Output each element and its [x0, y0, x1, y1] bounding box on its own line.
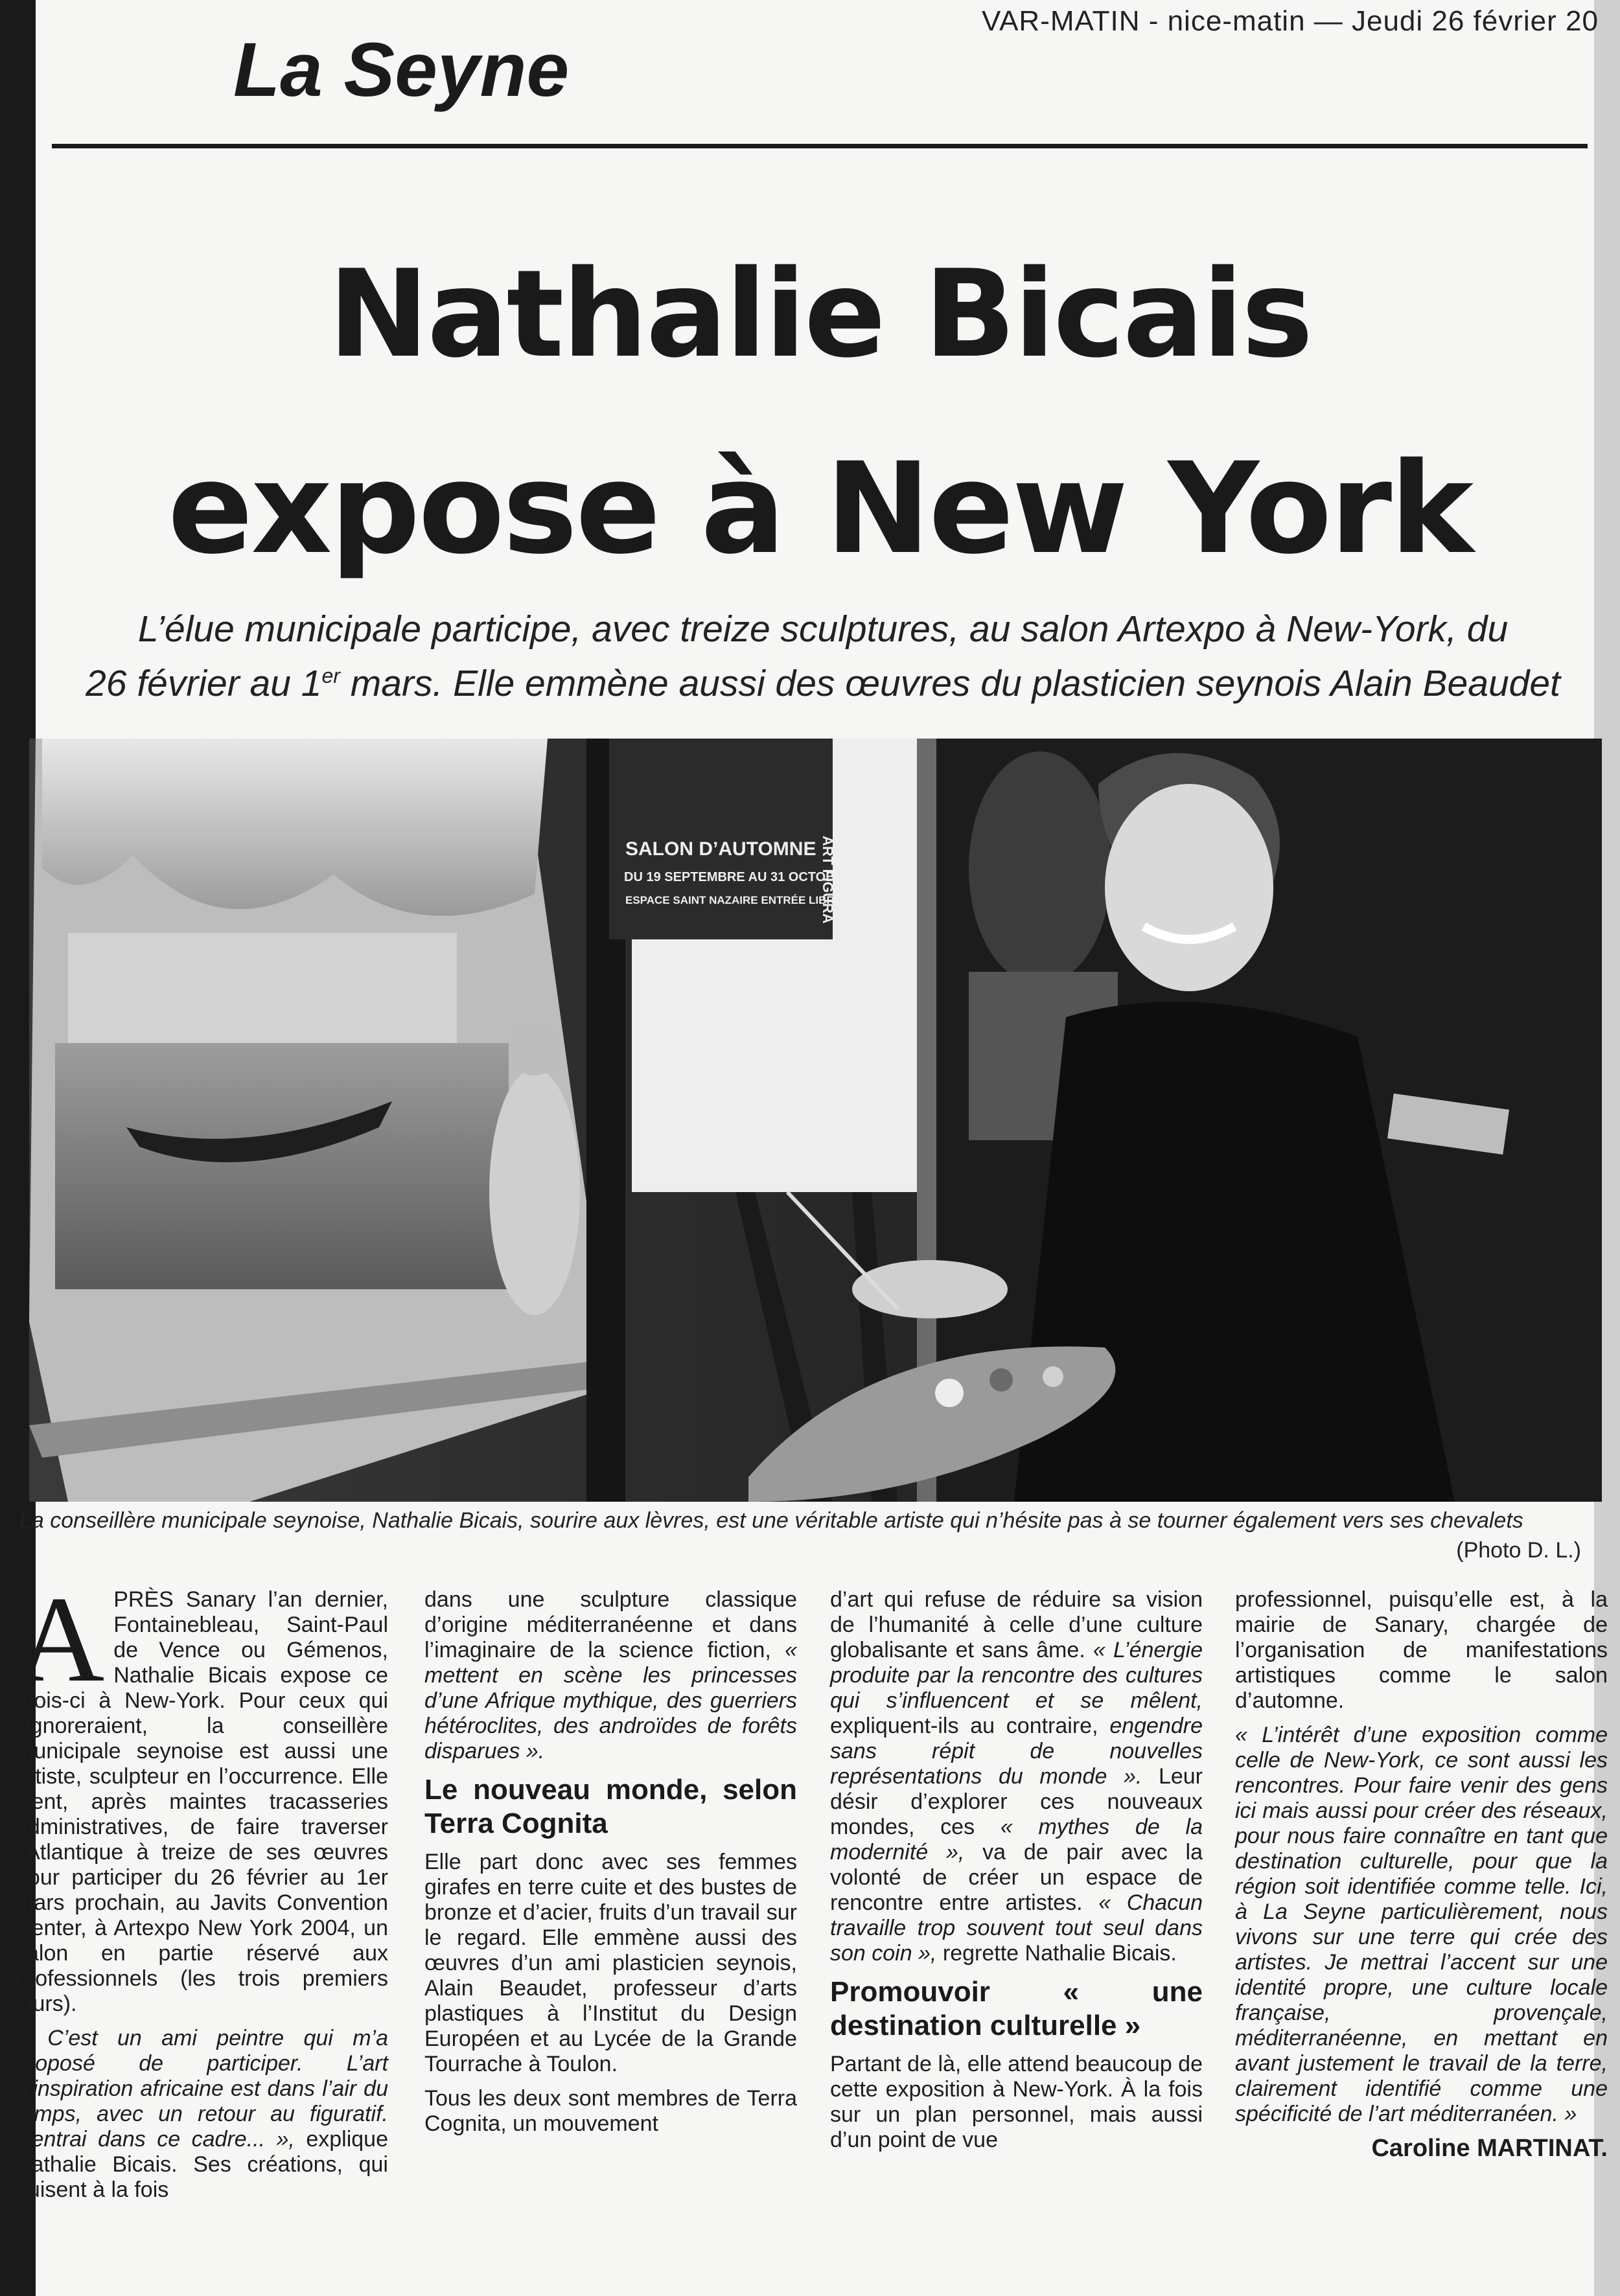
article-column-3 [830, 1587, 1203, 2162]
painted-figure [489, 1069, 580, 1315]
article-column-2 [424, 1587, 797, 2146]
paragraph-text: regrette Nathalie Bicais. [942, 1941, 1177, 1966]
paragraph [1235, 1723, 1608, 2127]
quote-text: « L’intérêt d’une exposition comme celle de New-York, ce sont aussi les rencontres. Pour faire venir des gens ici mais aussi pour créer des réseaux, pour nous faire connaître en tant que destination culturelle, pour que la région soit identifiée comme telle. Ici, à La Seyne particulièrement, nous vivons sur une terre qui crée des artistes. Je mettrai l’accent sur une identité propre, une culture locale française, provençale, méditerranéenne, en mettant en avant justement le travail de la terre, clairement identifié comme une spécificité de l’art méditerranéen. » [1235, 1723, 1608, 2126]
paragraph [16, 1572, 388, 2017]
subheading-terra-cognita: Le nouveau monde, selon Terra Cognita [424, 1774, 797, 1839]
drop-cap: A [16, 1572, 105, 1708]
paragraph [16, 2026, 388, 2203]
article-photo [29, 739, 1602, 1502]
headline-line-2: expose à New York [167, 435, 1472, 582]
hand-with-brush [852, 1260, 1008, 1318]
quote-text: « mythes de la modernité », [830, 1815, 1203, 1865]
painted-city [68, 933, 457, 1050]
quote-text: « L’énergie produite par la rencontre des cultures qui s’influencent et se mêlent, [830, 1638, 1203, 1713]
subheading-destination: Promouvoir « une destination culturelle » [830, 1976, 1203, 2041]
deck-line-1: L’élue municipale participe, avec treize sculptures, au salon Artexpo à New-York, du [137, 608, 1509, 650]
article-column-4 [1235, 1587, 1608, 2161]
section-title: La Seyne [233, 27, 570, 113]
section-rule [52, 144, 1588, 148]
quote-text: « Chacun travaille trop souvent tout seul dans son coin », [830, 1890, 1203, 1966]
paragraph-text: Partant de là, elle attend beaucoup de cette exposition à New-York. À la fois sur un plan personnel, mais aussi d’un point de vue [830, 2052, 1203, 2152]
paragraph-text: professionnel, puisqu’elle est, à la mairie de Sanary, chargée de l’organisation de manifestations artistiques comme le salon d’automne. [1235, 1587, 1608, 1713]
quote-text: engendre sans répit de nouvelles représentations du monde ». [830, 1714, 1203, 1789]
paragraph [830, 1587, 1203, 1966]
paragraph-text: explique Nathalie Bicais. Ses créations, qui puisent à la fois [16, 2127, 388, 2202]
headline-line-1: Nathalie Bicais [328, 244, 1312, 384]
painted-water [55, 1043, 509, 1289]
paragraph-text: expliquent-ils au contraire, [830, 1714, 1098, 1738]
paragraph-text: Elle part donc avec ses femmes girafes en terre cuite et des bustes de bronze et d’acier, fruits d’un travail sur le regard. Elle emmène aussi des œuvres d’un ami plasticien seynois, Alain Beaudet, professeur d’arts plastiques à l’Institut du Design Européen et au Lycée de la Grande Tourrache à Toulon. [424, 1850, 797, 2076]
photo-caption: La conseillère municipale seynoise, Nathalie Bicais, sourire aux lèvres, est une véritable artiste qui n’hésite pas à se tourner également vers ses chevalets [19, 1508, 1523, 1533]
paragraph-text: PRÈS Sanary l’an dernier, Fontainebleau, Saint-Paul de Vence ou Gémenos, Nathalie Bicais expose ce mois-ci à New-York. Pour ceux qui l’ignoreraient, la conseillère municipale seynoise est aussi une artiste, sculpteur en l’occurrence. Elle vient, après maintes tracasseries administratives, de faire traverser l’Atlantique à treize de ses œuvres pour participer du 26 février au 1er mars prochain, au Javits Convention Center, à Artexpo New York 2004, un salon en partie réservé aux professionnels (les trois premiers jours). [16, 1587, 388, 2016]
paragraph [424, 1850, 797, 2077]
poster-line-3: DU 19 SEPTEMBRE AU 31 OCTOBRE [624, 870, 853, 884]
deck-line-2: 26 février au 1er mars. Elle emmène aussi des œuvres du plasticien seynois Alain Beaudet [86, 663, 1560, 704]
poster-line-2: SALON D’AUTOMNE [625, 838, 816, 860]
paragraph [830, 2052, 1203, 2153]
masthead: VAR-MATIN - nice-matin — Jeudi 26 février 20 [982, 5, 1599, 37]
paragraph-text: Leur désir d’explorer ces nouveaux mondes, ces [830, 1764, 1203, 1839]
quote-text: « C’est un ami peintre qui m’a proposé de participer. L’art d’inspiration africaine est dans l’air du temps, avec un retour au figuratif. J’entrai dans ce cadre... », [16, 2026, 388, 2152]
smiling-face [1105, 784, 1273, 991]
poster-line-4: ESPACE SAINT NAZAIRE ENTRÉE LIBRE [625, 894, 842, 906]
paragraph-text: Tous les deux sont membres de Terra Cognita, un mouvement [424, 2086, 797, 2136]
paragraph [1235, 1587, 1608, 1714]
photo-credit: (Photo D. L.) [1456, 1538, 1581, 1563]
photo-illustration [29, 739, 1602, 1502]
article-column-1 [16, 1572, 388, 2212]
paragraph [424, 1587, 797, 1764]
paragraph-text: dans une sculpture classique d’origine méditerranéenne et dans l’imaginaire de la science fiction, [424, 1587, 797, 1662]
paragraph [424, 2086, 797, 2137]
background-sculpture [969, 752, 1111, 985]
quote-text: « mettent en scène les princesses d’une Afrique mythique, des guerriers hétéroclites, des androïdes de forêts disparues ». [424, 1638, 797, 1763]
poster-line-1: ART FIGURA [820, 836, 836, 924]
paragraph-text: d’art qui refuse de réduire sa vision de l’humanité à celle d’une culture globalisante et sans âme. [830, 1587, 1203, 1662]
author-byline: Caroline MARTINAT. [1371, 2135, 1608, 2162]
paragraph-text: va de pair avec la volonté de créer un espace de rencontre entre artistes. [830, 1840, 1203, 1915]
